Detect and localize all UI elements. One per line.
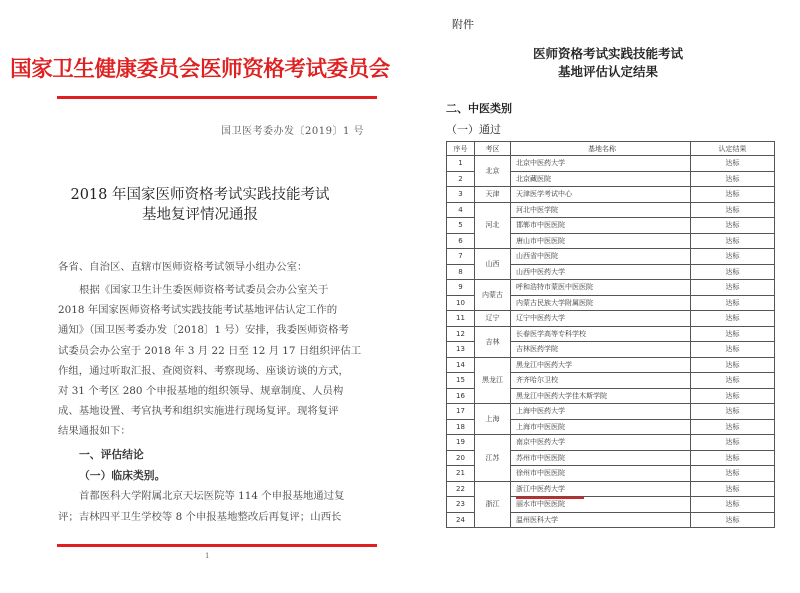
- cell-number: 12: [447, 326, 475, 342]
- cell-number: 5: [447, 218, 475, 234]
- cell-result: 达标: [691, 280, 775, 296]
- cell-region: 浙江: [475, 481, 511, 528]
- cell-result: 达标: [691, 249, 775, 265]
- cell-result: 达标: [691, 404, 775, 420]
- table-body: [447, 156, 775, 528]
- cell-base-name: 呼和浩特市蒙医中医医院: [511, 280, 691, 296]
- cell-base-name: 山西省中医院: [511, 249, 691, 265]
- cell-number: 6: [447, 233, 475, 249]
- cell-base-name: 天津医学考试中心: [511, 187, 691, 203]
- cell-region: 上海: [475, 404, 511, 435]
- cell-base-name: 齐齐哈尔卫校: [511, 373, 691, 389]
- evaluation-result-table: [446, 141, 775, 528]
- column-header-base-name: 基地名称: [511, 142, 691, 156]
- cell-result: 达标: [691, 311, 775, 327]
- cell-base-name: 辽宁中医药大学: [511, 311, 691, 327]
- cell-result: 达标: [691, 295, 775, 311]
- cell-number: 7: [447, 249, 475, 265]
- cell-base-name: 上海市中医医院: [511, 419, 691, 435]
- cell-number: 24: [447, 512, 475, 528]
- cell-base-name: 上海中医药大学: [511, 404, 691, 420]
- cell-number: 9: [447, 280, 475, 296]
- table-row: [447, 326, 775, 342]
- cell-result: 达标: [691, 497, 775, 513]
- column-header-number: 序号: [447, 142, 475, 156]
- cell-result: 达标: [691, 512, 775, 528]
- cell-region: 山西: [475, 249, 511, 280]
- cell-base-name: 徐州市中医医院: [511, 466, 691, 482]
- salutation: 各省、自治区、直辖市医师资格考试领导小组办公室：: [58, 261, 308, 273]
- subcategory-heading: （一）通过: [446, 123, 501, 136]
- cell-base-name: 唐山市中医医院: [511, 233, 691, 249]
- cell-region: 天津: [475, 187, 511, 203]
- category-heading: 二、中医类别: [446, 102, 512, 115]
- subsection-heading: （一）临床类别。: [79, 469, 166, 482]
- attachment-title-line-2: 基地评估认定结果: [557, 64, 658, 79]
- body-line: 试委员会办公室于 2018 年 3 月 22 日至 12 月 17 日组织评估工: [58, 345, 362, 357]
- cell-result: 达标: [691, 171, 775, 187]
- table-row: [447, 311, 775, 327]
- attachment-title-line-1: 医师资格考试实践技能考试: [532, 46, 683, 61]
- red-underline-highlight: [516, 497, 584, 499]
- body-line: 根据《国家卫生计生委医师资格考试委员会办公室关于: [79, 284, 329, 296]
- cell-region: 河北: [475, 202, 511, 249]
- cell-base-name: 吉林医药学院: [511, 342, 691, 358]
- table-row: [447, 249, 775, 265]
- red-footer-rule: [57, 544, 377, 547]
- cell-base-name: 北京藏医院: [511, 171, 691, 187]
- cell-base-name: 长春医学高等专科学校: [511, 326, 691, 342]
- issuing-organization-title: 国家卫生健康委员会医师资格考试委员会: [10, 57, 390, 82]
- cell-result: 达标: [691, 156, 775, 172]
- cell-number: 10: [447, 295, 475, 311]
- cell-base-name: 北京中医药大学: [511, 156, 691, 172]
- cell-base-name: 黑龙江中医药大学: [511, 357, 691, 373]
- cell-base-name: 苏州市中医医院: [511, 450, 691, 466]
- cell-number: 13: [447, 342, 475, 358]
- cell-number: 19: [447, 435, 475, 451]
- cell-result: 达标: [691, 218, 775, 234]
- table-row: [447, 481, 775, 497]
- cell-base-name: 内蒙古民族大学附属医院: [511, 295, 691, 311]
- column-header-result: 认定结果: [691, 142, 775, 156]
- cell-base-name: 山西中医药大学: [511, 264, 691, 280]
- cell-result: 达标: [691, 388, 775, 404]
- cell-number: 16: [447, 388, 475, 404]
- cell-number: 14: [447, 357, 475, 373]
- body-line: 2018 年国家医师资格考试实践技能考试基地评估认定工作的: [58, 304, 338, 316]
- cell-result: 达标: [691, 357, 775, 373]
- cell-number: 21: [447, 466, 475, 482]
- cell-region: 内蒙古: [475, 280, 511, 311]
- cell-number: 18: [447, 419, 475, 435]
- cell-number: 15: [447, 373, 475, 389]
- cell-number: 4: [447, 202, 475, 218]
- cell-base-name: 黑龙江中医药大学佳木斯学院: [511, 388, 691, 404]
- table-row: [447, 156, 775, 172]
- cell-result: 达标: [691, 435, 775, 451]
- document-number: 国卫医考委办发〔2019〕1 号: [221, 126, 364, 137]
- cell-result: 达标: [691, 326, 775, 342]
- cell-number: 1: [447, 156, 475, 172]
- cell-base-name: 邯郸市中医医院: [511, 218, 691, 234]
- cell-result: 达标: [691, 481, 775, 497]
- red-header-rule: [57, 96, 377, 99]
- cell-base-name: 河北中医学院: [511, 202, 691, 218]
- cell-result: 达标: [691, 466, 775, 482]
- column-header-region: 考区: [475, 142, 511, 156]
- cell-base-name: 温州医科大学: [511, 512, 691, 528]
- cell-region: 江苏: [475, 435, 511, 482]
- table-row: [447, 202, 775, 218]
- cell-number: 20: [447, 450, 475, 466]
- cell-base-name: 浙江中医药大学: [511, 481, 691, 497]
- cell-result: 达标: [691, 373, 775, 389]
- cell-result: 达标: [691, 233, 775, 249]
- cell-result: 达标: [691, 202, 775, 218]
- body-line: 通知》（国卫医考委办发〔2018〕1 号）安排，我委医师资格考: [58, 324, 349, 336]
- cell-number: 17: [447, 404, 475, 420]
- section-heading: 一、评估结论: [79, 448, 144, 461]
- table-header-row: [447, 142, 775, 156]
- body-line: 成、基地设置、考官执考和组织实施进行现场复评。现将复评: [58, 405, 339, 417]
- cell-number: 22: [447, 481, 475, 497]
- cell-number: 11: [447, 311, 475, 327]
- cell-result: 达标: [691, 187, 775, 203]
- cell-result: 达标: [691, 342, 775, 358]
- table-row: [447, 404, 775, 420]
- table-row: [447, 187, 775, 203]
- attachment-page: [400, 0, 800, 593]
- document-title-line-1: 2018 年国家医师资格考试实践技能考试: [70, 187, 330, 203]
- body-line: 结果通报如下：: [58, 425, 131, 437]
- cell-base-name: 丽水市中医医院: [511, 497, 691, 513]
- document-title-line-2: 基地复评情况通报: [142, 207, 258, 223]
- body-line: 首都医科大学附属北京天坛医院等 114 个申报基地通过复: [79, 490, 345, 502]
- cell-region: 北京: [475, 156, 511, 187]
- cell-result: 达标: [691, 450, 775, 466]
- page-number: 1: [205, 552, 210, 560]
- cell-result: 达标: [691, 264, 775, 280]
- cell-region: 辽宁: [475, 311, 511, 327]
- cell-number: 8: [447, 264, 475, 280]
- table-row: [447, 357, 775, 373]
- cell-region: 黑龙江: [475, 357, 511, 404]
- table-row: [447, 280, 775, 296]
- body-line: 作组，通过听取汇报、查阅资料、考察现场、座谈访谈的方式，: [58, 365, 349, 377]
- attachment-label: 附件: [452, 18, 474, 31]
- cell-number: 23: [447, 497, 475, 513]
- cell-number: 2: [447, 171, 475, 187]
- cell-base-name: 南京中医药大学: [511, 435, 691, 451]
- cell-number: 3: [447, 187, 475, 203]
- body-line: 评；吉林四平卫生学校等 8 个申报基地整改后再复评；山西长: [58, 511, 342, 523]
- body-line: 对 31 个考区 280 个申报基地的组织领导、规章制度、人员构: [58, 385, 344, 397]
- cell-region: 吉林: [475, 326, 511, 357]
- cell-result: 达标: [691, 419, 775, 435]
- table-row: [447, 435, 775, 451]
